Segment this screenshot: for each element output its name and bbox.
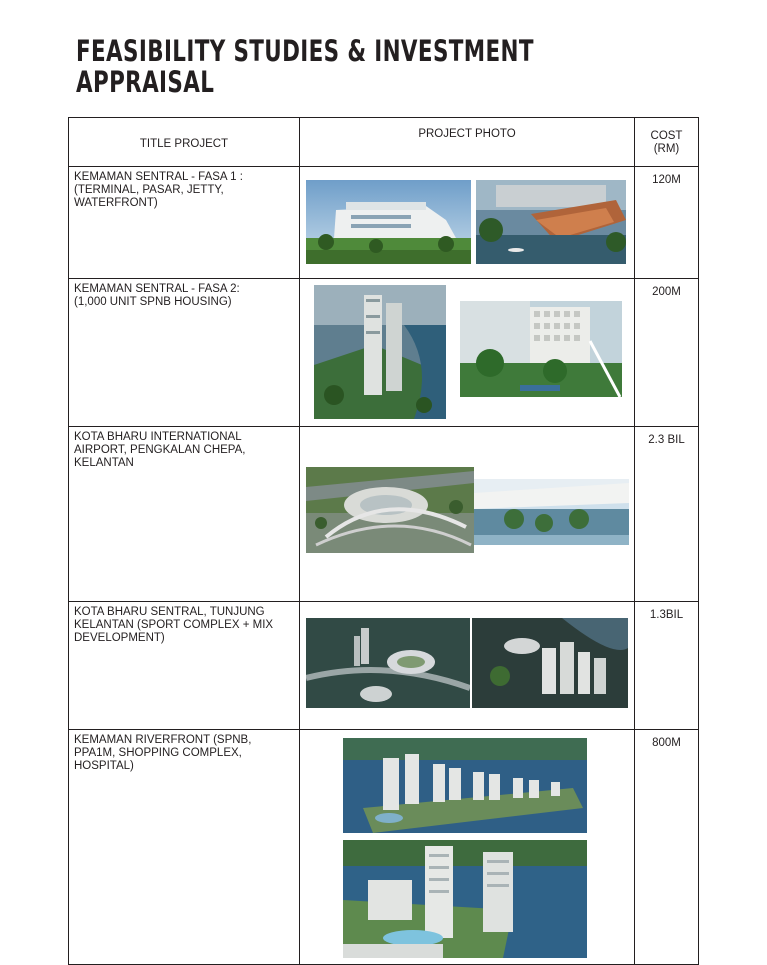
project-photo-jetty [476, 180, 626, 264]
page-title-line-2: APPRAISAL [76, 65, 215, 99]
table-header-row [69, 118, 699, 167]
project-title-line: KOTA BHARU INTERNATIONAL [74, 431, 242, 443]
project-photo-mix-development [472, 618, 628, 708]
project-title-line: KEMAMAN SENTRAL - FASA 2: [74, 283, 240, 295]
project-title-line: PPA1M, SHOPPING COMPLEX, [74, 747, 242, 759]
project-title-line: KEMAMAN RIVERFRONT (SPNB, [74, 734, 252, 746]
project-photo-cell [300, 427, 635, 602]
project-title-cell [69, 279, 300, 427]
project-photo-towers-aerial [314, 285, 446, 419]
project-title-line: (TERMINAL, PASAR, JETTY, [74, 184, 224, 196]
project-photo-airport-aerial [306, 467, 474, 553]
project-title-cell [69, 730, 300, 965]
projects-table [68, 117, 699, 965]
project-cost-cell: 120M [635, 167, 699, 279]
project-photo-airport-terminal [474, 479, 629, 545]
project-cost-cell: 200M [635, 279, 699, 427]
header-cost-label: COST [650, 130, 683, 142]
header-title-project: TITLE PROJECT [69, 118, 300, 167]
project-photo-cell [300, 279, 635, 427]
table-row [69, 427, 699, 602]
page-title [76, 36, 550, 98]
project-photo-terminal [306, 180, 471, 264]
project-photo-riverfront-panorama [343, 738, 587, 833]
table-row [69, 167, 699, 279]
project-title-line: WATERFRONT) [74, 197, 158, 209]
project-title-cell [69, 602, 300, 730]
project-title-line: AIRPORT, PENGKALAN CHEPA, [74, 444, 246, 456]
project-photo-riverfront-towers [343, 840, 587, 958]
project-photo-sport-complex [306, 618, 470, 708]
project-cost-cell: 800M [635, 730, 699, 965]
project-title-line: DEVELOPMENT) [74, 632, 165, 644]
project-title-line: (1,000 UNIT SPNB HOUSING) [74, 296, 232, 308]
project-title-line: KEMAMAN SENTRAL - FASA 1 : [74, 171, 243, 183]
project-photo-housing-facade [460, 301, 622, 397]
project-photo-cell [300, 167, 635, 279]
project-cost-cell: 1.3BIL [635, 602, 699, 730]
project-cost-cell: 2.3 BIL [635, 427, 699, 602]
project-title-cell [69, 427, 300, 602]
table-row [69, 279, 699, 427]
table-row [69, 602, 699, 730]
header-project-photo: PROJECT PHOTO [300, 118, 635, 167]
project-title-line: KELANTAN (SPORT COMPLEX + MIX [74, 619, 274, 631]
header-cost [635, 118, 699, 167]
page-title-line-1: FEASIBILITY STUDIES & INVESTMENT [76, 34, 534, 68]
project-title-cell [69, 167, 300, 279]
header-cost-unit: (RM) [653, 143, 680, 155]
project-title-line: KOTA BHARU SENTRAL, TUNJUNG [74, 606, 265, 618]
project-title-line: HOSPITAL) [74, 760, 134, 772]
project-title-line: KELANTAN [74, 457, 134, 469]
project-photo-cell [300, 730, 635, 965]
project-photo-cell [300, 602, 635, 730]
table-row [69, 730, 699, 965]
